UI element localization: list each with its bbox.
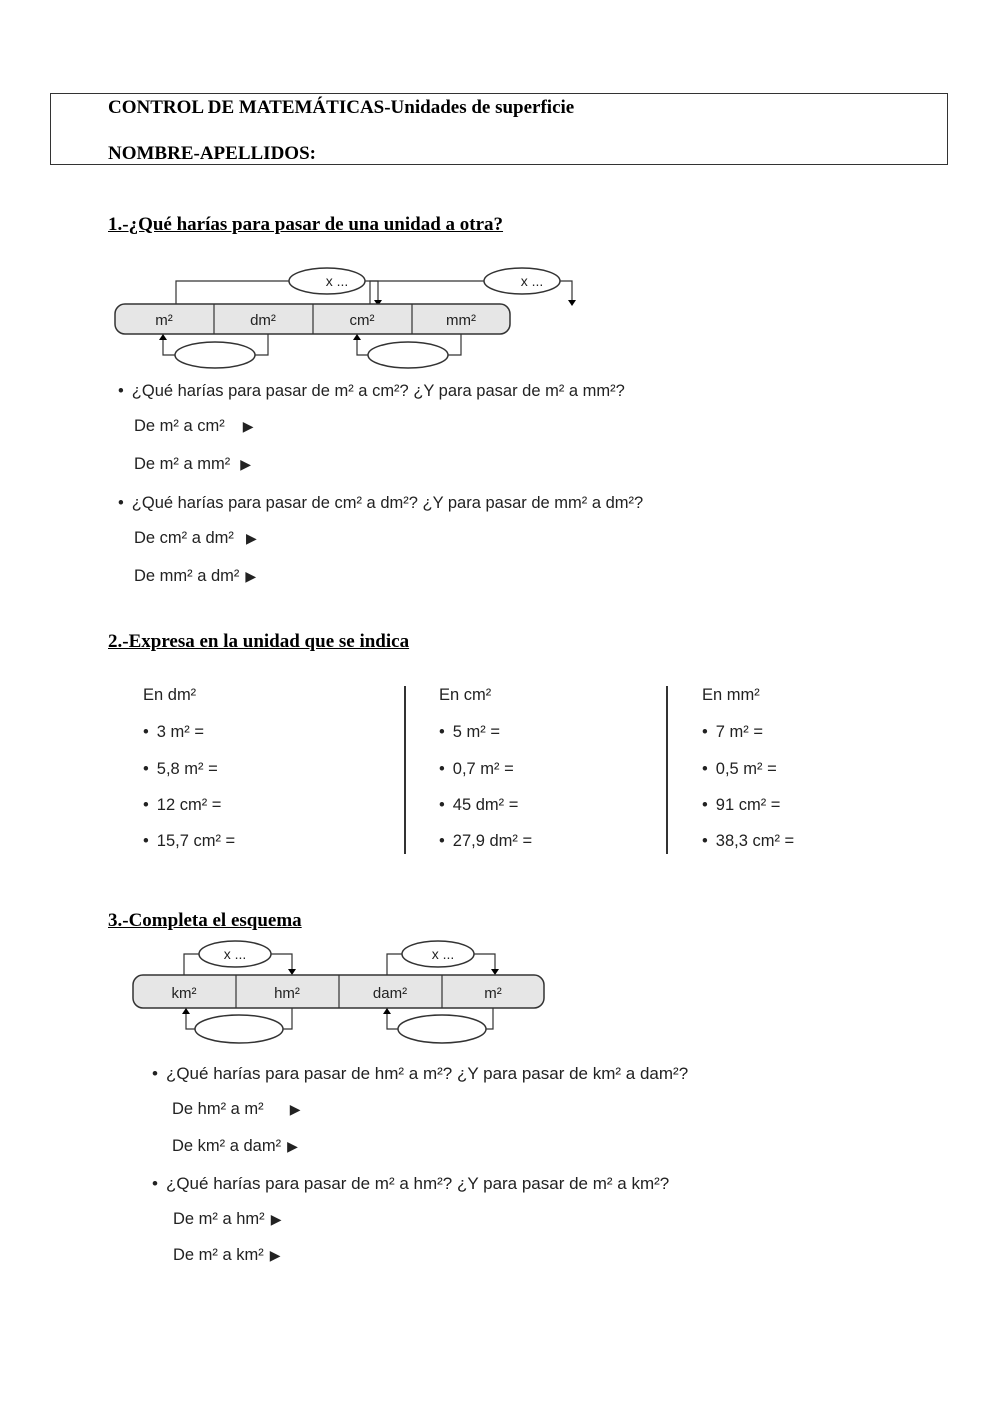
arrow-down-icon — [568, 300, 576, 306]
bullet-icon: • — [152, 1064, 158, 1083]
column-divider — [404, 686, 406, 854]
bullet-icon: • — [118, 382, 124, 400]
column-head: En dm² — [143, 686, 197, 704]
answer-prompt[interactable]: De m² a cm² ▶ — [134, 417, 254, 435]
question-1a: • ¿Qué harías para pasar de m² a cm²? ¿Y para pasar de m² a mm²? — [118, 382, 625, 400]
list-item: • 5 m² = — [439, 723, 501, 741]
list-item: • 91 cm² = — [702, 796, 781, 814]
answer-prompt[interactable]: De cm² a dm² ▶ — [134, 529, 257, 547]
play-arrow-icon: ▶ — [240, 456, 252, 472]
question-3a: • ¿Qué harías para pasar de hm² a m²? ¿Y para pasar de km² a dam²? — [152, 1064, 689, 1083]
play-arrow-icon: ▶ — [245, 568, 257, 584]
answer-prompt[interactable]: De m² a mm² ▶ — [134, 455, 252, 473]
list-item: • 5,8 m² = — [143, 760, 218, 778]
answer-prompt[interactable]: De km² a dam² ▶ — [172, 1137, 298, 1155]
column-head: En cm² — [439, 686, 492, 704]
question-3b: • ¿Qué harías para pasar de m² a hm²? ¿Y para pasar de m² a km²? — [152, 1174, 670, 1193]
oval-label: x ... — [431, 946, 455, 962]
arrow-up-icon — [182, 1008, 190, 1014]
arrow-down-icon — [288, 969, 296, 975]
question-1b: • ¿Qué harías para pasar de cm² a dm²? ¿Y para pasar de mm² a dm²? — [118, 494, 644, 512]
list-item: • 0,7 m² = — [439, 760, 514, 778]
section-1-prefix: 1.- — [108, 214, 129, 235]
answer-prompt[interactable]: De m² a km² ▶ — [173, 1246, 281, 1264]
unit-label: m² — [484, 985, 502, 1002]
answer-prompt[interactable]: De m² a hm² ▶ — [173, 1210, 282, 1228]
bottom-oval-1[interactable] — [195, 1015, 283, 1043]
oval-label: x ... — [325, 273, 349, 289]
list-item: • 45 dm² = — [439, 796, 519, 814]
arrow-up-icon — [383, 1008, 391, 1014]
list-item: • 27,9 dm² = — [439, 832, 533, 850]
column-head: En mm² — [702, 686, 760, 704]
unit-conversion-diagram-2 — [128, 937, 553, 1049]
list-item: • 7 m² = — [702, 723, 764, 741]
arrow-down-icon — [491, 969, 499, 975]
unit-label: m² — [155, 312, 173, 329]
name-label: NOMBRE-APELLIDOS: — [108, 143, 316, 164]
play-arrow-icon: ▶ — [245, 530, 257, 546]
page-title: CONTROL DE MATEMÁTICAS-Unidades de superficie — [108, 97, 575, 118]
unit-label: hm² — [274, 985, 300, 1002]
bottom-oval-2[interactable] — [368, 342, 448, 368]
bullet-icon: • — [152, 1174, 158, 1193]
section-1-title — [108, 214, 503, 236]
play-arrow-icon: ▶ — [269, 1247, 281, 1263]
oval-label: x ... — [223, 946, 247, 962]
section-2-title: 2.-Expresa en la unidad que se indica — [108, 631, 410, 652]
play-arrow-icon: ▶ — [287, 1138, 298, 1154]
arrow-up-icon — [159, 334, 167, 340]
section-1-title-text: ¿Qué harías para pasar de una unidad a otra? — [128, 214, 504, 235]
unit-label: mm² — [446, 312, 476, 329]
oval-label: x ... — [520, 273, 544, 289]
list-item: • 15,7 cm² = — [143, 832, 236, 850]
unit-label: dam² — [372, 985, 408, 1002]
unit-label: cm² — [349, 312, 375, 329]
answer-prompt[interactable]: De hm² a m² ▶ — [172, 1100, 301, 1118]
play-arrow-icon: ▶ — [270, 1211, 282, 1227]
list-item: • 3 m² = — [143, 723, 205, 741]
play-arrow-icon: ▶ — [289, 1101, 301, 1117]
list-item: • 0,5 m² = — [702, 760, 777, 778]
arrow-up-icon — [353, 334, 361, 340]
list-item: • 12 cm² = — [143, 796, 222, 814]
unit-label: dm² — [250, 312, 276, 329]
unit-conversion-diagram-1 — [110, 262, 544, 372]
section-3-title: 3.-Completa el esquema — [108, 910, 302, 931]
unit-label: km² — [171, 985, 197, 1002]
list-item: • 38,3 cm² = — [702, 832, 795, 850]
answer-prompt[interactable]: De mm² a dm² ▶ — [134, 567, 257, 585]
bottom-oval-2[interactable] — [398, 1015, 486, 1043]
bullet-icon: • — [118, 494, 124, 512]
play-arrow-icon: ▶ — [242, 418, 254, 434]
column-divider — [666, 686, 668, 854]
bottom-oval-1[interactable] — [175, 342, 255, 368]
